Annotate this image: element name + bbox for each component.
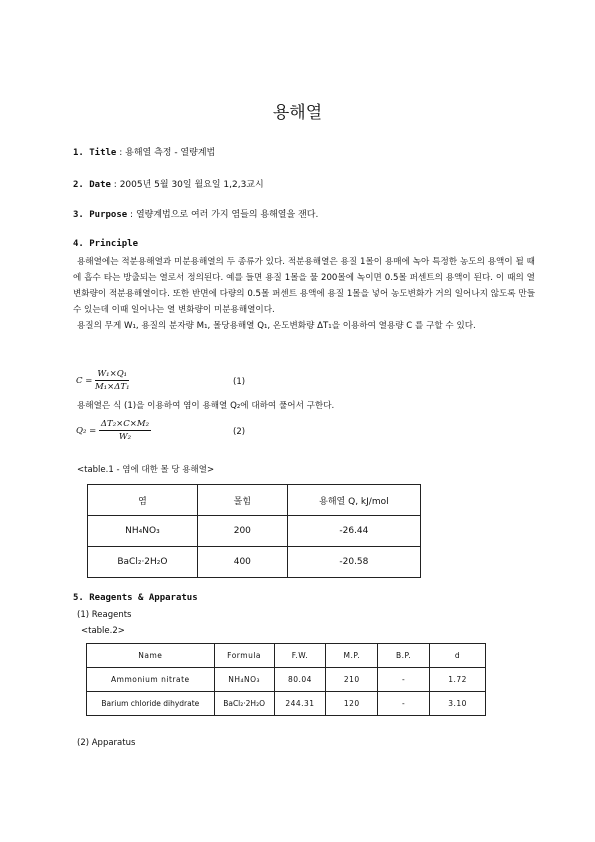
subsection-reagents: (1) Reagents xyxy=(77,610,132,620)
table-header-cell: Formula xyxy=(214,644,274,668)
principle-text-3: 용해열은 식 (1)을 이용하여 염이 용해열 Q₂에 대하여 풀어서 구한다. xyxy=(77,401,335,411)
section-date: 2. Date : 2005년 5월 30일 월요일 1,2,3교시 xyxy=(73,180,264,190)
table-row xyxy=(87,692,486,716)
table-cell: 120 xyxy=(326,692,378,716)
table-cell: - xyxy=(378,668,430,692)
equation-numerator: ΔT₂×C×M₂ xyxy=(100,419,149,429)
equation-number: (2) xyxy=(233,427,246,437)
table-header-cell: F.W. xyxy=(274,644,326,668)
equation-lhs: Q₂ = xyxy=(76,426,97,436)
section-label: 4. Principle xyxy=(73,239,139,249)
principle-paragraph xyxy=(73,254,535,334)
equation-fraction xyxy=(95,369,129,392)
equation-2 xyxy=(76,419,151,442)
principle-paragraph-3 xyxy=(73,398,535,414)
section-label: 2. Date xyxy=(73,180,111,190)
equation-fraction xyxy=(99,419,151,442)
table-cell: -20.58 xyxy=(287,547,420,578)
section-principle-heading xyxy=(73,239,138,249)
section-label: 1. Title xyxy=(73,148,117,158)
table-header-cell: 염 xyxy=(88,485,198,516)
table-header-row xyxy=(87,644,486,668)
table-cell: 400 xyxy=(197,547,287,578)
section-text: 용해열 측정 - 열량계법 xyxy=(125,148,216,158)
table-header-row xyxy=(88,485,421,516)
table-row xyxy=(88,547,421,578)
table-cell: BaCl₂·2H₂O xyxy=(88,547,198,578)
table-cell: 3.10 xyxy=(430,692,486,716)
table-cell: NH₄NO₃ xyxy=(214,668,274,692)
section-title: 1. Title : 용해열 측정 - 열량계법 xyxy=(73,148,216,158)
table-header-cell: 몰힘 xyxy=(197,485,287,516)
table-cell: - xyxy=(378,692,430,716)
table-row xyxy=(88,516,421,547)
table-cell: 80.04 xyxy=(274,668,326,692)
document-title: 용해열 xyxy=(272,103,323,123)
table1 xyxy=(87,484,421,578)
table2 xyxy=(86,643,486,716)
table-header-cell: d xyxy=(430,644,486,668)
equation-denominator: W₂ xyxy=(118,432,132,442)
table-header-cell: 용해열 Q, kJ/mol xyxy=(287,485,420,516)
table1-caption: <table.1 - 염에 대한 몰 당 용해열> xyxy=(77,465,215,475)
table-header-cell: Name xyxy=(87,644,215,668)
section-label: 3. Purpose xyxy=(73,210,128,220)
section-reagents-heading xyxy=(73,593,198,603)
table-header-cell: M.P. xyxy=(326,644,378,668)
equation-1 xyxy=(76,369,129,392)
table-cell: Barium chloride dihydrate xyxy=(87,692,215,716)
section-purpose: 3. Purpose : 열량계법으로 여러 가지 염들의 용해열을 잰다. xyxy=(73,210,319,220)
table-row xyxy=(87,668,486,692)
table-cell: 1.72 xyxy=(430,668,486,692)
table-cell: BaCl₂·2H₂O xyxy=(214,692,274,716)
equation-denominator: M₁×ΔT₁ xyxy=(95,382,130,392)
section-text: 2005년 5월 30일 월요일 1,2,3교시 xyxy=(119,180,264,190)
table-header-cell: B.P. xyxy=(378,644,430,668)
section-text: 열량계법으로 여러 가지 염들의 용해열을 잰다. xyxy=(135,210,319,220)
section-label: 5. Reagents & Apparatus xyxy=(73,593,198,603)
table-cell: -26.44 xyxy=(287,516,420,547)
table-cell: NH₄NO₃ xyxy=(88,516,198,547)
equation-numerator: W₁×Q₁ xyxy=(95,369,129,381)
table-cell: 200 xyxy=(197,516,287,547)
principle-text-2: 용질의 무게 W₁, 용질의 분자량 M₁, 몰당용해열 Q₁, 온도변화량 ΔT₁을 이용하여 열용량 C 를 구할 수 있다. xyxy=(77,321,476,331)
equation-lhs: C = xyxy=(76,376,93,386)
table-cell: Ammonium nitrate xyxy=(87,668,215,692)
table-cell: 244.31 xyxy=(274,692,326,716)
principle-text-1: 용해열에는 적분용해열과 미분용해열의 두 종류가 있다. 적분용해열은 용질 1몰이 용매에 녹아 특정한 농도의 용액이 될 때에 흡수 타는 방출되는 열로서 정의된다. 예를 들면 용질 1몰을 물 200몰에 녹이면 0.5몰 퍼센트의 용액이 된다. 이 때의 열 변화량이 적분용해열이다. 또한 반면에 다량의 0.5몰 퍼센트 용액에 용질 1몰을 넣어 농도변화가 거의 일어나지 않도록 만들 수 있는데 이때 일어나는 열 변화량이 미분용해열이다. xyxy=(73,257,535,315)
table-cell: 210 xyxy=(326,668,378,692)
table2-caption: <table.2> xyxy=(81,626,125,636)
subsection-apparatus: (2) Apparatus xyxy=(77,738,136,748)
equation-number: (1) xyxy=(233,377,246,387)
